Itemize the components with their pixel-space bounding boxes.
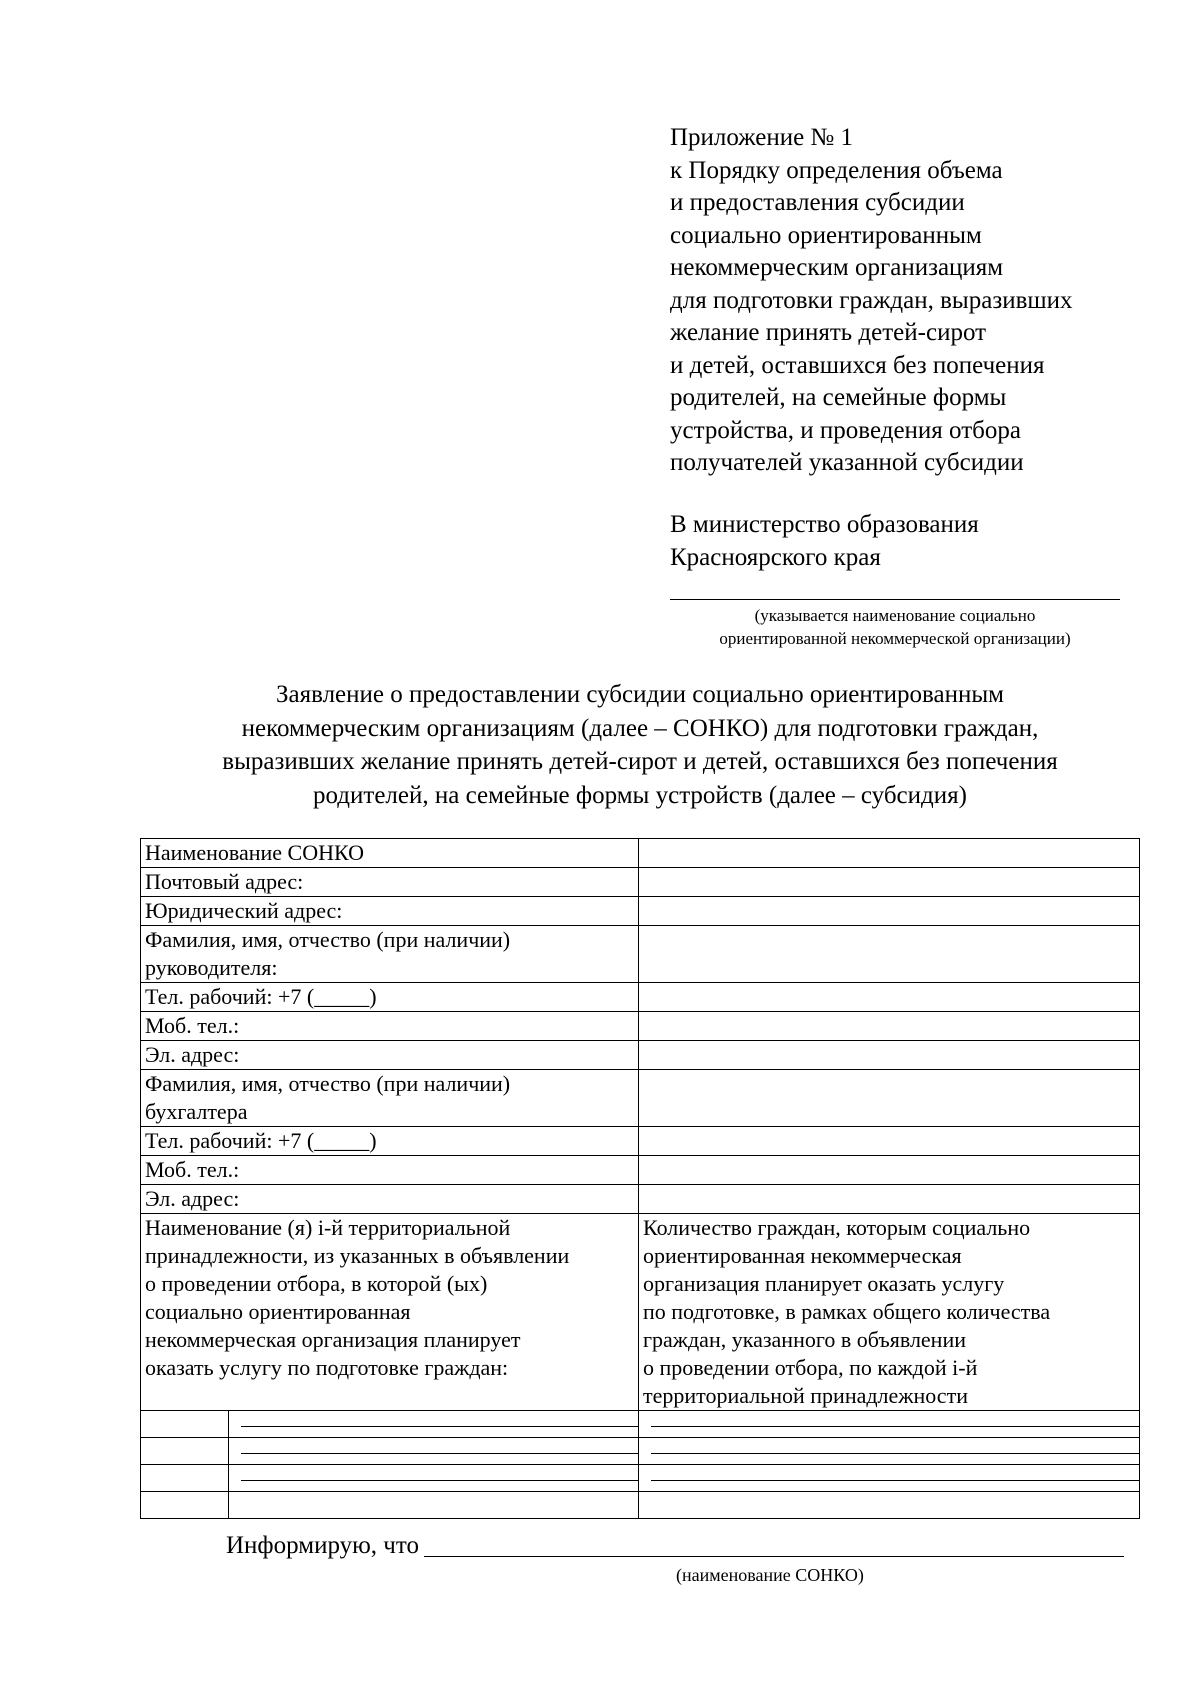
inform-blank-line[interactable] — [424, 1556, 1124, 1557]
appendix-line: для подготовки граждан, выразивших — [670, 286, 1073, 314]
header-line: оказать услугу по подготовке граждан: — [145, 1355, 509, 1380]
table-row — [141, 983, 1140, 1012]
blank-line — [651, 1426, 1139, 1427]
field-value-cell[interactable] — [639, 1127, 1140, 1156]
field-value-cell[interactable] — [639, 868, 1140, 897]
recipient-block — [670, 508, 979, 574]
citizen-count-cell[interactable] — [639, 1411, 1140, 1438]
field-label: Юридический адрес: — [141, 897, 639, 926]
header-line: организация планирует оказать услугу — [643, 1271, 1005, 1296]
appendix-line: некоммерческим организациям — [670, 254, 1004, 281]
table-row — [141, 926, 1140, 983]
entry-number-cell[interactable] — [141, 1492, 229, 1519]
blank-line — [651, 1480, 1139, 1481]
field-label: Эл. адрес: — [141, 1041, 639, 1070]
territory-name-cell[interactable] — [229, 1438, 639, 1465]
appendix-line: и предоставления субсидии — [670, 189, 965, 216]
table-row — [141, 839, 1140, 868]
table-row — [141, 1185, 1140, 1214]
field-label: Тел. рабочий: +7 (_____) — [141, 983, 639, 1012]
table-row — [141, 1156, 1140, 1185]
field-value-cell[interactable] — [639, 983, 1140, 1012]
citizen-count-cell[interactable] — [639, 1492, 1140, 1519]
territory-name-cell[interactable] — [229, 1411, 639, 1438]
header-line: некоммерческая организация планирует — [145, 1327, 521, 1352]
header-line: социально ориентированная — [145, 1299, 411, 1324]
appendix-line: желание принять детей-сирот — [670, 319, 987, 346]
appendix-line: устройства, и проведения отбора — [670, 416, 1021, 444]
territory-entry-row — [141, 1465, 1140, 1492]
field-label: Эл. адрес: — [141, 1185, 639, 1214]
field-label: Тел. рабочий: +7 (_____) — [141, 1127, 639, 1156]
appendix-line: социально ориентированным — [670, 221, 982, 249]
territory-header-row — [141, 1214, 1140, 1411]
inform-caption: (наименование СОНКО) — [676, 1565, 864, 1585]
caption-line: ориентированной некоммерческой организации) — [719, 629, 1071, 648]
citizen-count-cell[interactable] — [639, 1438, 1140, 1465]
title-line: выразивших желание принять детей-сирот и детей, оставшихся без попечения — [222, 748, 1058, 775]
table-row — [141, 1012, 1140, 1041]
label-line: бухгалтера — [145, 1099, 248, 1124]
field-label: Наименование СОНКО — [141, 839, 639, 868]
label-line: Фамилия, имя, отчество (при наличии) — [145, 1071, 511, 1096]
field-value-cell[interactable] — [639, 1070, 1140, 1127]
field-value-cell[interactable] — [639, 1012, 1140, 1041]
header-line: граждан, указанного в объявлении — [643, 1327, 967, 1352]
field-label: Моб. тел.: — [141, 1012, 639, 1041]
field-value-cell[interactable] — [639, 926, 1140, 983]
field-value-cell[interactable] — [639, 839, 1140, 868]
organization-name-line[interactable] — [670, 599, 1120, 600]
header-line: Наименование (я) i-й территориальной — [145, 1215, 511, 1240]
header-line: принадлежности, из указанных в объявлении — [145, 1243, 570, 1268]
appendix-line: родителей, на семейные формы — [670, 384, 1007, 411]
header-line: о проведении отбора, в которой (ых) — [145, 1271, 488, 1296]
blank-line — [241, 1480, 638, 1481]
blank-line — [241, 1453, 638, 1454]
field-label — [141, 1070, 639, 1127]
field-value-cell[interactable] — [639, 1041, 1140, 1070]
field-label: Почтовый адрес: — [141, 868, 639, 897]
label-line: Фамилия, имя, отчество (при наличии) — [145, 927, 511, 952]
field-label — [141, 926, 639, 983]
table-row — [141, 1127, 1140, 1156]
table-row — [141, 1041, 1140, 1070]
organization-name-caption — [670, 604, 1120, 650]
entry-number-cell[interactable] — [141, 1411, 229, 1438]
table-row — [141, 1070, 1140, 1127]
recipient-line: В министерство образования — [670, 511, 979, 538]
territory-entry-row — [141, 1411, 1140, 1438]
header-line: о проведении отбора, по каждой i-й — [643, 1355, 978, 1380]
blank-line — [241, 1426, 638, 1427]
field-value-cell[interactable] — [639, 1185, 1140, 1214]
header-line: территориальной принадлежности — [643, 1383, 968, 1408]
label-line: руководителя: — [145, 955, 278, 980]
territory-name-header — [141, 1214, 639, 1411]
territory-entry-row — [141, 1492, 1140, 1519]
entry-number-cell[interactable] — [141, 1465, 229, 1492]
field-label: Моб. тел.: — [141, 1156, 639, 1185]
appendix-line: к Порядку определения объема — [670, 156, 1003, 184]
appendix-block — [670, 122, 1073, 480]
application-title — [100, 678, 1180, 812]
caption-line: (указывается наименование социально — [754, 606, 1036, 625]
appendix-line: получателей указанной субсидии — [670, 449, 1024, 476]
territory-name-cell[interactable] — [229, 1492, 639, 1519]
field-value-cell[interactable] — [639, 897, 1140, 926]
header-line: Количество граждан, которым социально — [643, 1215, 1031, 1240]
appendix-line: и детей, оставшихся без попечения — [670, 351, 1045, 379]
citizen-count-cell[interactable] — [639, 1465, 1140, 1492]
field-value-cell[interactable] — [639, 1156, 1140, 1185]
application-form-table — [140, 838, 1140, 1519]
territory-entry-row — [141, 1438, 1140, 1465]
appendix-line: Приложение № 1 — [670, 124, 854, 151]
inform-label: Информирую, что — [226, 1532, 419, 1559]
title-line: Заявление о предоставлении субсидии социально ориентированным — [275, 681, 1004, 708]
title-line: родителей, на семейные формы устройств (далее – субсидия) — [313, 781, 967, 809]
header-line: ориентированная некоммерческая — [643, 1243, 962, 1268]
entry-number-cell[interactable] — [141, 1438, 229, 1465]
citizen-count-header — [639, 1214, 1140, 1411]
recipient-line: Красноярского края — [670, 544, 881, 571]
territory-name-cell[interactable] — [229, 1465, 639, 1492]
table-row — [141, 868, 1140, 897]
blank-line — [651, 1453, 1139, 1454]
title-line: некоммерческим организациям (далее – СОНКО) для подготовки граждан, — [241, 714, 1039, 742]
header-line: по подготовке, в рамках общего количества — [643, 1299, 1051, 1324]
table-row — [141, 897, 1140, 926]
